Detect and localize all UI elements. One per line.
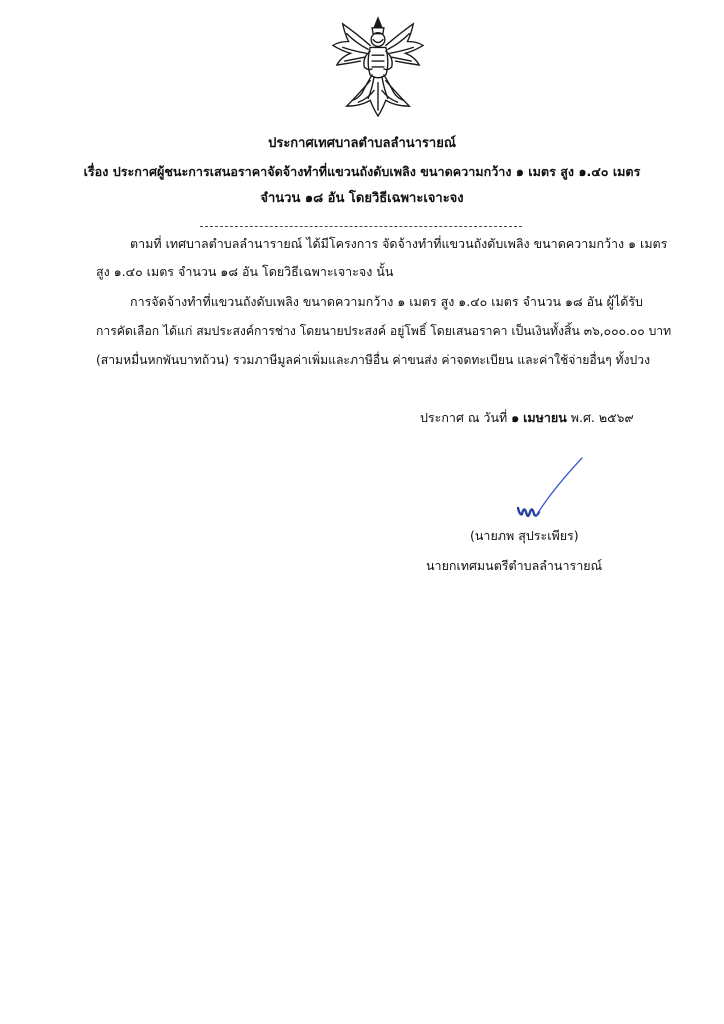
subject-line-2: จำนวน ๑๘ อัน โดยวิธีเฉพาะเจาะจง	[260, 191, 464, 206]
date-day: ๑	[511, 410, 520, 425]
date-prefix: ประกาศ ณ วันที่	[420, 410, 508, 425]
date-month: เมษายน	[523, 410, 567, 425]
org-heading: ประกาศเทศบาลตำบลลำนารายณ์	[268, 136, 456, 151]
paragraph-2-line-1: การจัดจ้างทำที่แขวนถังดับเพลิง ขนาดความกว้าง ๑ เมตร สูง ๑.๔๐ เมตร จำนวน ๑๘ อัน ผู้ได้รับ	[130, 294, 643, 309]
paragraph-2-line-2: การคัดเลือก ได้แก่ สมประสงค์การช่าง โดยนายประสงค์ อยู่โพธิ์ โดยเสนอราคา เป็นเงินทั้งสิ้น ๓๖,๐๐๐.๐๐ บาท	[96, 324, 672, 338]
announcement-date	[420, 410, 634, 426]
paragraph-2-line-3: (สามหมื่นหกพันบาทถ้วน) รวมภาษีมูลค่าเพิ่มและภาษีอื่น ค่าขนส่ง ค่าจดทะเบียน และค่าใช้จ่ายอื่นๆ ทั้งปวง	[96, 353, 651, 367]
signatory-position: นายกเทศมนตรีตำบลลำนารายณ์	[426, 558, 603, 573]
divider-line	[200, 226, 522, 227]
handwritten-signature-icon	[512, 456, 586, 528]
signatory-name: (นายภพ สุประเพียร)	[470, 528, 579, 543]
paragraph-1-line-2: สูง ๑.๔๐ เมตร จำนวน ๑๘ อัน โดยวิธีเฉพาะเจาะจง นั้น	[96, 264, 394, 279]
paragraph-1-line-1: ตามที่ เทศบาลตำบลลำนารายณ์ ได้มีโครงการ จัดจ้างทำที่แขวนถังดับเพลิง ขนาดความกว้าง ๑ เมตร	[130, 236, 668, 251]
garuda-emblem-icon	[329, 12, 427, 120]
subject-line-1: เรื่อง ประกาศผู้ชนะการเสนอราคาจัดจ้างทำที่แขวนถังดับเพลิง ขนาดความกว้าง ๑ เมตร สูง ๑.๔๐ เมตร	[83, 164, 641, 179]
date-year: พ.ศ. ๒๕๖๙	[570, 410, 634, 425]
